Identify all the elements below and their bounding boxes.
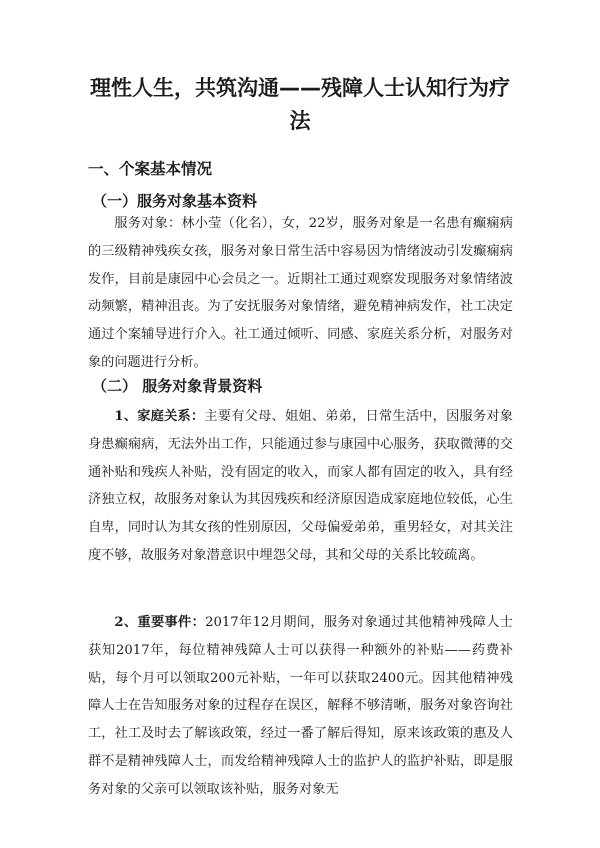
document-title: 理性人生，共筑沟通——残障人士认知行为疗法 (90, 76, 510, 133)
subsection-heading-client-background: （二） 服务对象背景资料 (92, 377, 263, 395)
subsection-heading-client-profile: （一）服务对象基本资料 (92, 192, 258, 210)
label-family-relations: 1、家庭关系： (114, 409, 205, 424)
paragraph-key-event (88, 609, 513, 804)
paragraph-client-profile: 服务对象：林小莹（化名），女，22岁，服务对象是一名患有癫痫病的三级精神残疾女孩，服务对象日常生活中容易因为情绪波动引发癫痫病发作，目前是康园中心会员之一。近期社工通过观察发现服务对象情绪波动频繁，精神沮丧。为了安抚服务对象情绪，避免精神病发作，社工决定通过个案辅导进行介入。社工通过倾听、同感、家庭关系分析，对服务对象的问题进行分析。 (88, 216, 513, 370)
text-key-event: 2017年12月期间，服务对象通过其他精神残障人士获知2017年，每位精神残障人士可以获得一种额外的补贴——药费补贴，每个月可以领取200元补贴，一年可以获取2400元。因其他精神残障人士在告知服务对象的过程存在误区，解释不够清晰，服务对象咨询社工，社工及时去了解该政策，经过一番了解后得知，原来该政策的惠及人群不是精神残障人士，而发给精神残障人士的监护人的监护补贴，即是服务对象的父亲可以领取该补贴，服务对象无 (88, 615, 513, 797)
section-heading-basic-info: 一、个案基本情况 (88, 160, 213, 178)
label-key-event: 2、重要事件： (114, 615, 206, 630)
text-family-relations: 主要有父母、姐姐、弟弟，日常生活中，因服务对象身患癫痫病，无法外出工作，只能通过参与康园中心服务，获取微薄的交通补贴和残疾人补贴，没有固定的收入，而家人都有固定的收入，具有经济独立权，故服务对象认为其因残疾和经济原因造成家庭地位较低，心生自卑，同时认为其女孩的性别原因，父母偏爱弟弟，重男轻女，对其关注度不够，故服务对象潜意识中埋怨父母，其和父母的关系比较疏离。 (88, 409, 513, 563)
paragraph-family-relations (88, 403, 513, 570)
